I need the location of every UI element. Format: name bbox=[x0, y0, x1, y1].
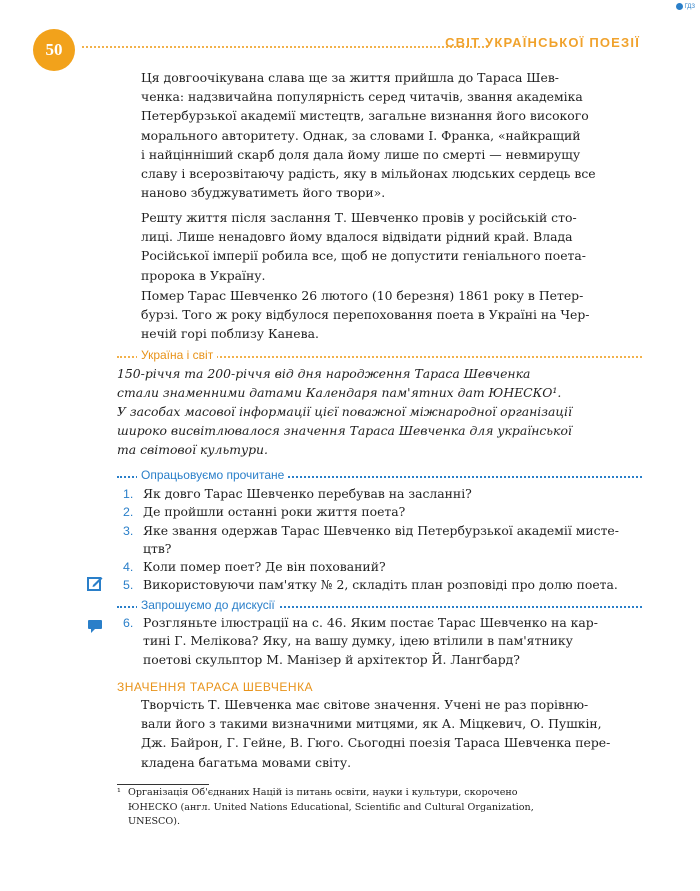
question-item bbox=[117, 614, 637, 669]
question-number: 5. bbox=[123, 578, 134, 593]
text-line: морального авторитету. Однак, за словами І. Франка, «найкращий bbox=[141, 127, 581, 143]
question-number: 3. bbox=[123, 523, 134, 538]
footnote-divider bbox=[117, 784, 209, 785]
text-line: нечій горі поблизу Канева. bbox=[141, 326, 319, 342]
footnote bbox=[117, 786, 637, 830]
header-divider bbox=[82, 46, 488, 48]
text-line: У засобах масової інформації цієї поважної міжнародної організації bbox=[117, 404, 572, 419]
discussion-list bbox=[117, 614, 637, 669]
question-number: 4. bbox=[123, 560, 134, 575]
text-line: і найцінніший скарб доля дала йому лише по смерті — невмирущу bbox=[141, 146, 581, 162]
text-line: Дж. Байрон, Г. Гейне, В. Гюго. Сьогодні поезія Тараса Шевченка пере- bbox=[141, 735, 611, 751]
question-item bbox=[117, 522, 637, 559]
text-line: Творчість Т. Шевченка має світове значення. Учені не раз порівню- bbox=[141, 697, 589, 712]
corner-logo bbox=[676, 3, 695, 10]
text-line: бурзі. Того ж року відбулося перепоховання поета в Україні на Чер- bbox=[141, 307, 590, 323]
paragraph-after-exile bbox=[117, 208, 637, 285]
footnote-line: Організація Об'єднаних Націй із питань освіти, науки і культури, скорочено bbox=[128, 787, 518, 798]
footnote-line: UNESCO). bbox=[128, 816, 181, 827]
text-line: та світової культури. bbox=[117, 442, 268, 457]
question-number: 6. bbox=[123, 616, 134, 630]
question-item bbox=[117, 576, 637, 594]
world-section-text bbox=[117, 364, 637, 459]
text-line: стали знаменними датами Календаря пам'ятних дат ЮНЕСКО¹. bbox=[117, 385, 562, 400]
section-heading-processing bbox=[117, 470, 642, 484]
text-line: Російської імперії робила все, щоб не допустити геніального поета- bbox=[141, 248, 586, 264]
footnote-line: ЮНЕСКО (англ. United Nations Educational, Scientific and Cultural Organization, bbox=[128, 801, 534, 813]
question-text: Як довго Тарас Шевченко перебував на засланні? bbox=[143, 486, 472, 501]
page-number: 50 bbox=[33, 29, 75, 71]
question-item bbox=[117, 503, 637, 521]
text-line: Ця довгоочікувана слава ще за життя прийшла до Тараса Шев- bbox=[141, 70, 559, 85]
section-heading-discussion bbox=[117, 600, 642, 614]
pencil-icon bbox=[87, 575, 103, 591]
question-text: Використовуючи пам'ятку № 2, складіть план розповіді про долю поета. bbox=[143, 577, 618, 593]
question-number: 1. bbox=[123, 487, 134, 501]
question-text: Розгляньте ілюстрації на с. 46. Яким постає Тарас Шевченко на кар- bbox=[143, 615, 598, 630]
text-line: лиці. Лише ненадовго йому вдалося відвідати рідний край. Влада bbox=[141, 229, 573, 245]
question-item bbox=[117, 558, 637, 576]
question-text: Яке звання одержав Тарас Шевченко від Петербурзької академії мисте- bbox=[143, 522, 619, 538]
text-line: 150-річчя та 200-річчя від дня народження Тараса Шевченка bbox=[117, 366, 531, 381]
question-text: тині Г. Мелікова? Яку, на вашу думку, ідею втілили в пам'ятнику bbox=[143, 633, 573, 649]
paragraph-fame bbox=[117, 68, 637, 202]
chat-bubble-icon bbox=[87, 618, 103, 634]
text-line: Решту життя після заслання Т. Шевченко провів у російській сто- bbox=[141, 210, 577, 225]
paragraph-death bbox=[117, 286, 637, 344]
question-text: цтв? bbox=[143, 540, 172, 556]
question-list bbox=[117, 485, 637, 595]
text-line: Помер Тарас Шевченко 26 лютого (10 березня) 1861 року в Петер- bbox=[141, 288, 584, 303]
text-line: наново збуджуватиметь його твори». bbox=[141, 185, 386, 201]
page-header-title: СВІТ УКРАЇНСЬКОЇ ПОЕЗІЇ bbox=[445, 35, 640, 50]
text-line: славу і всерозвітаючу радість, яку в мільйонах людських сердець все bbox=[141, 166, 596, 182]
logo-icon bbox=[676, 3, 683, 10]
text-line: Петербурзької академії мистецтв, загальне визнання його високого bbox=[141, 108, 589, 124]
question-text: Коли помер поет? Де він похований? bbox=[143, 559, 386, 575]
text-line: пророка в Україну. bbox=[141, 267, 266, 283]
text-line: кладена багатьма мовами світу. bbox=[141, 754, 352, 770]
question-number: 2. bbox=[123, 505, 134, 520]
question-text: поетові скульптор М. Манізер й архітектор Й. Лангбард? bbox=[143, 651, 520, 667]
section-label: Запрошуємо до дискусії bbox=[137, 598, 279, 612]
question-item bbox=[117, 485, 637, 503]
corner-logo-text: ГДЗ bbox=[684, 4, 695, 11]
section-label: Україна і світ bbox=[137, 348, 217, 362]
section-heading-world bbox=[117, 350, 642, 364]
section-title-significance: ЗНАЧЕННЯ ТАРАСА ШЕВЧЕНКА bbox=[117, 680, 314, 694]
text-line: широко висвітлювалося значення Тараса Шевченка для української bbox=[117, 423, 572, 438]
section-label: Опрацьовуємо прочитане bbox=[137, 468, 288, 482]
paragraph-significance bbox=[117, 695, 637, 772]
footnote-marker: ¹ bbox=[117, 787, 121, 798]
question-text: Де пройшли останні роки життя поета? bbox=[143, 504, 406, 520]
text-line: ченка: надзвичайна популярність серед читачів, звання академіка bbox=[141, 89, 583, 105]
text-line: вали його з такими визначними митцями, як А. Міцкевич, О. Пушкін, bbox=[141, 716, 602, 732]
